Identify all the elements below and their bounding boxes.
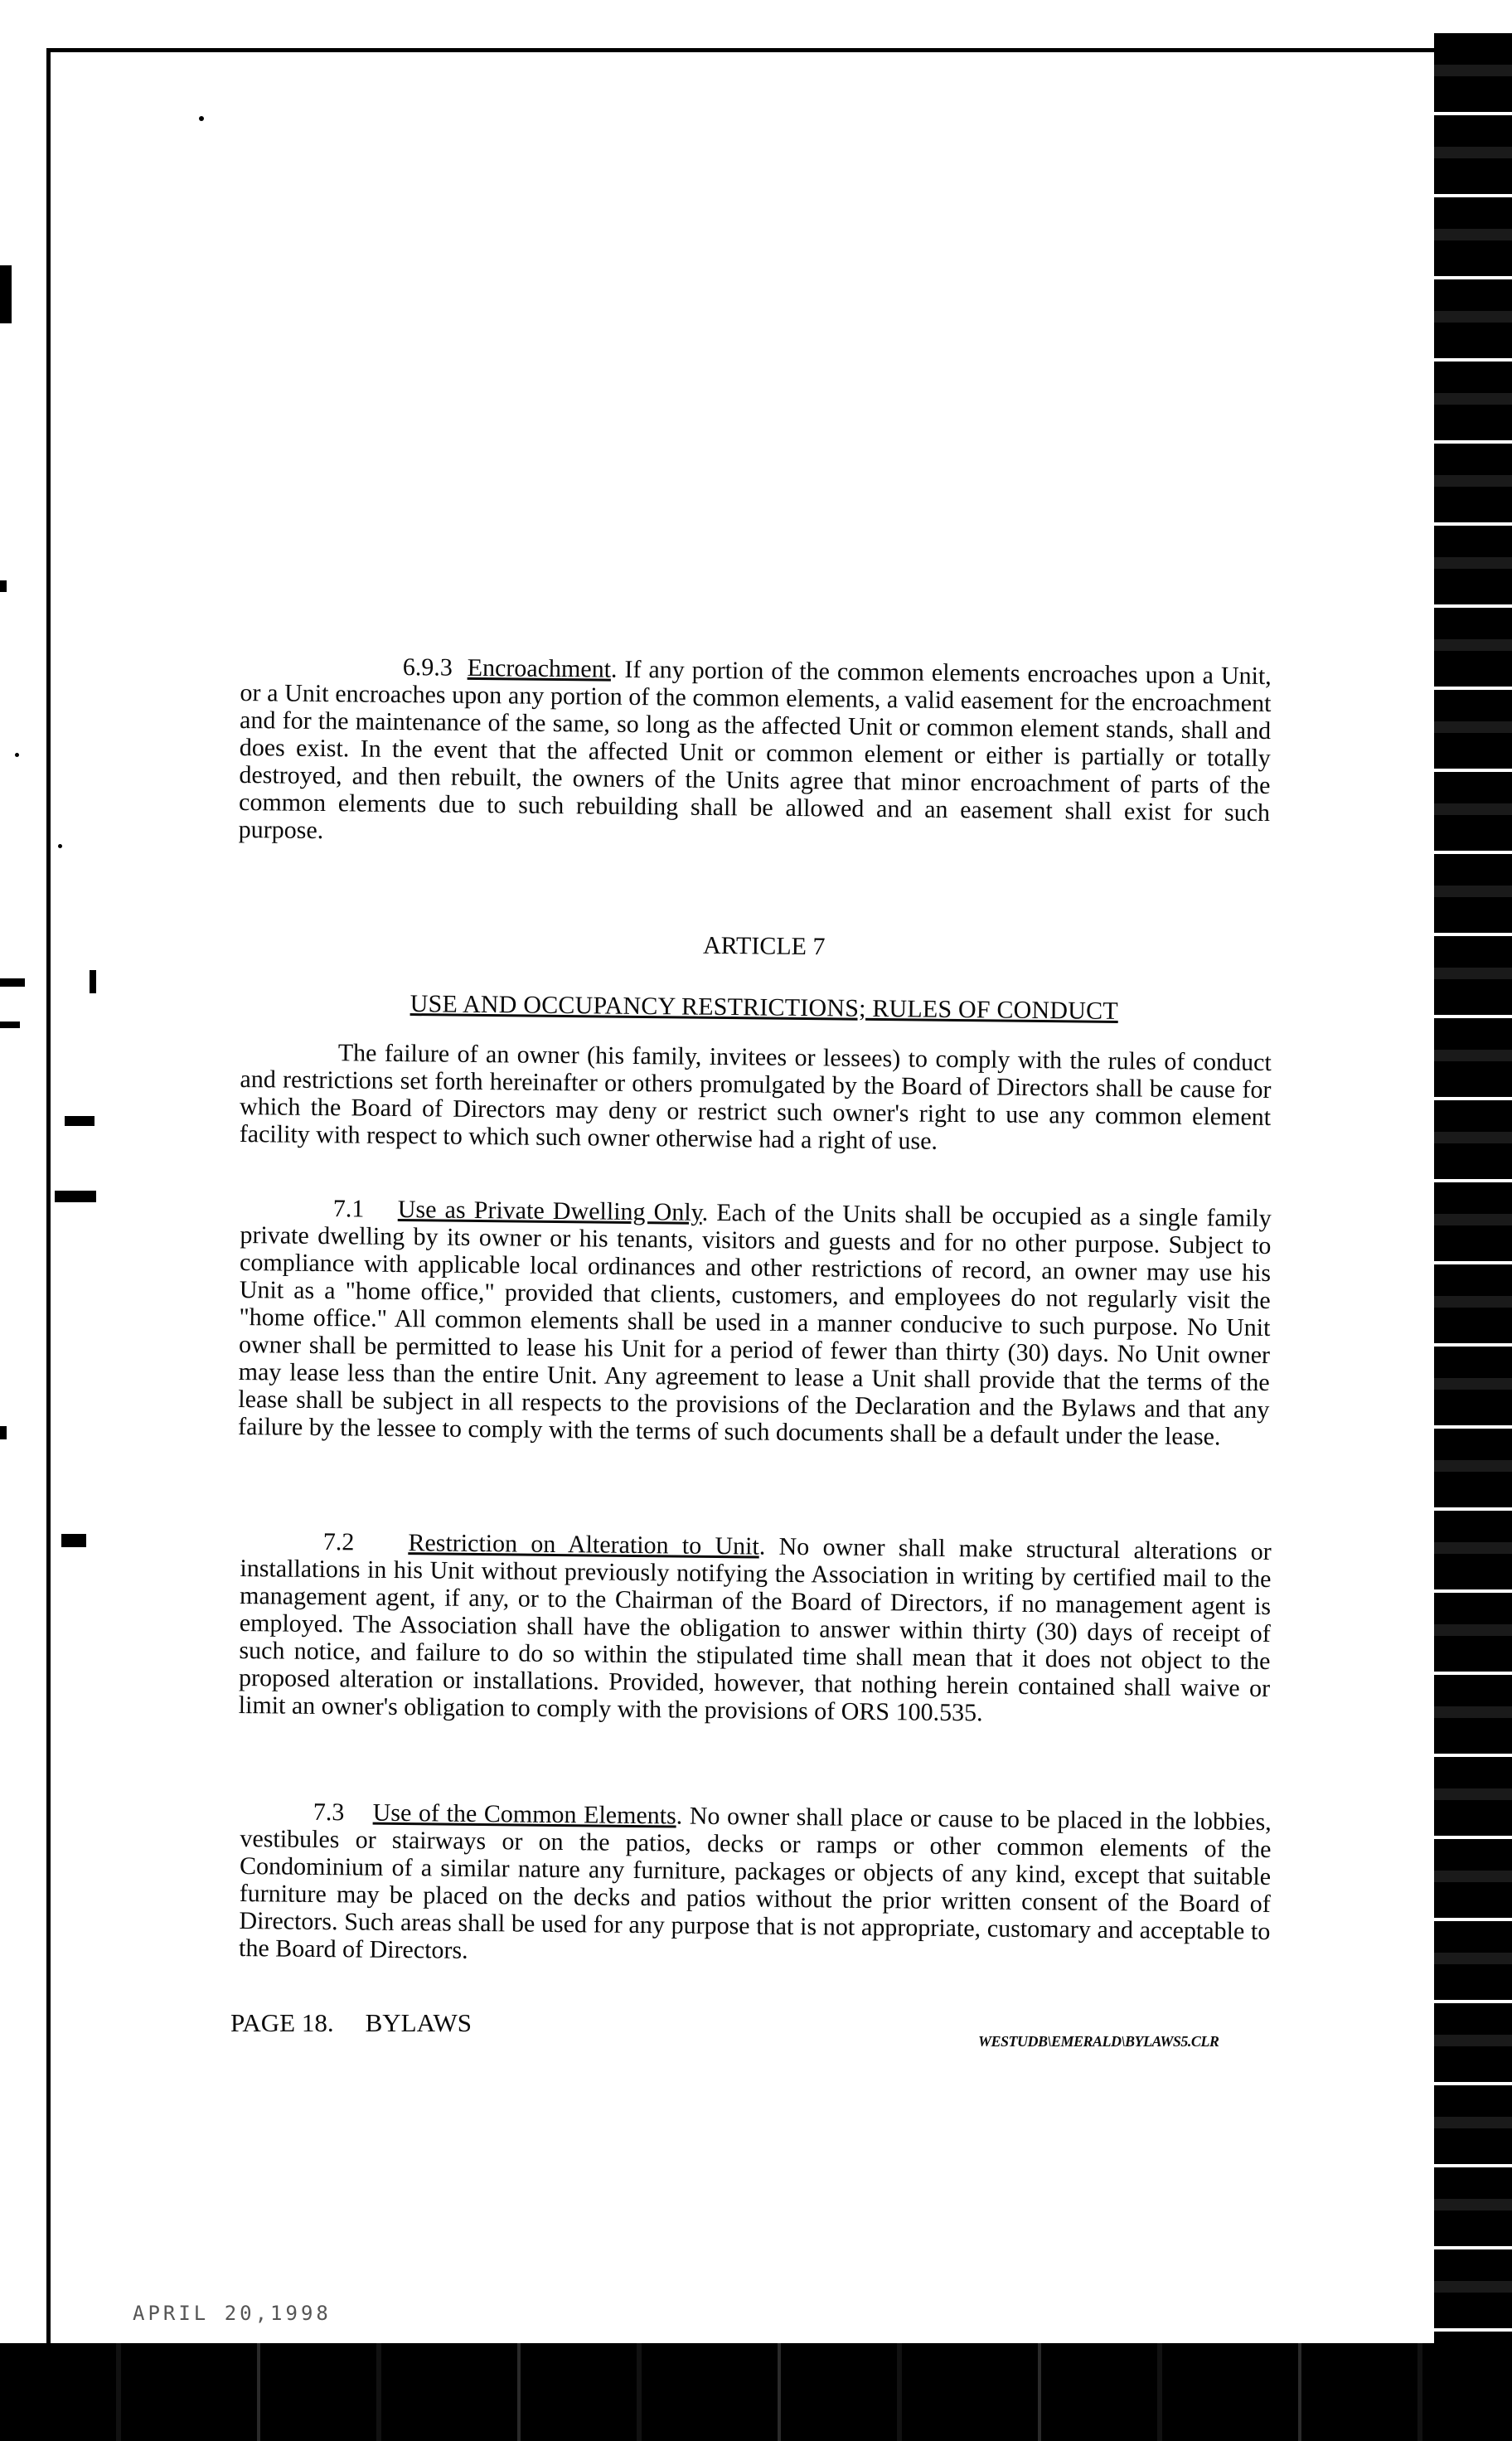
date-stamp: APRIL 20,1998 [133, 2302, 332, 2325]
scan-mark [90, 970, 96, 993]
section-body: . No owner shall make structural alterations or installations in his Unit without previously notifying the Association in writing by certified mail to the management agent, if any, or to the Chairman of the Board of Directors, if no management agent is employed. The Association shall have the obligation to answer within thirty (30) days of receipt of such notice, and failure to do so within the stipulated time shall mean that it does not object to the proposed alteration or installations. Provided, however, that nothing herein contained shall waive or limit an owner's obligation to comply with the provisions of ORS 100.535. [238, 1532, 1272, 1727]
scan-mark [61, 1534, 86, 1547]
page-number: PAGE 18. [230, 2008, 334, 2037]
scan-mark [65, 1116, 94, 1126]
page-footer [230, 2008, 503, 2038]
article-intro [240, 1038, 1272, 1158]
section-heading: Use of the Common Elements [372, 1798, 676, 1830]
article-heading: USE AND OCCUPANCY RESTRICTIONS; RULES OF CONDUCT [410, 990, 1119, 1025]
scan-speck [15, 753, 19, 757]
scan-mark [0, 1022, 20, 1028]
scan-mark [0, 580, 7, 592]
file-path: WESTUDB\EMERALD\BYLAWS5.CLR [978, 2033, 1219, 2050]
article-title: ARTICLE 7 [702, 931, 826, 961]
scan-edge-right [1434, 33, 1512, 2396]
section-heading: Restriction on Alteration to Unit [408, 1529, 760, 1560]
scan-speck [199, 116, 204, 121]
document-name: BYLAWS [365, 2008, 472, 2037]
section-body: . If any portion of the common elements encroaches upon a Unit, or a Unit encroaches upon any portion of the common elements, a valid easement for the encroachment and for the maintenance of the same, so long as the affected Unit or common element stands, shall and does exist. In the event that the affected Unit or common element or either is partially or totally destroyed, and then rebuilt, the owners of the Units agree that minor encroachment of parts of the common elements due to such rebuilding shall be allowed and an easement shall exist for such purpose. [238, 655, 1272, 845]
section-body: . Each of the Units shall be occupied as a single family private dwelling by its owner or his tenants, visitors and guests and for no other purpose. Subject to compliance with applicable local ordinances and other restrictions of record, an owner may use his Unit as a "home office," provided that clients, customers, and employees do not regularly visit the "home office." All common elements shall be used in a manner conducive to such purpose. No Unit owner shall be permitted to lease his Unit for a period of fewer than thirty (30) days. No Unit owner may lease less than the entire Unit. Any agreement to lease a Unit shall provide that the terms of the lease shall be subject in all respects to the provisions of the Declaration and the Bylaws and that any failure by the lessee to comply with the terms of such documents shall be a default under the lease. [237, 1198, 1272, 1451]
section-number: 7.2 [322, 1528, 355, 1556]
scan-mark [0, 978, 25, 987]
scan-mark [0, 1426, 7, 1439]
section-7-3 [239, 1798, 1272, 1973]
section-6-9-3 [239, 652, 1272, 854]
section-number: 6.9.3 [402, 653, 453, 682]
section-heading: Encroachment [467, 653, 612, 683]
section-body: . No owner shall place or cause to be placed in the lobbies, vestibules or stairways or on the patios, decks or ramps or other common elements of the Condominium of a similar nature any furniture, packages or objects of any kind, except that suitable furniture may be placed on the decks and patios without the prior written consent of the Board of Directors. Such areas shall be used for any purpose that is not appropriate, customary and acceptable to the Board of Directors. [238, 1802, 1272, 1964]
scan-speck [58, 844, 62, 848]
section-number: 7.1 [332, 1195, 365, 1223]
section-number: 7.3 [313, 1798, 345, 1827]
section-7-2 [239, 1527, 1272, 1730]
scan-mark [0, 265, 12, 323]
section-7-1 [238, 1194, 1272, 1451]
scan-edge-bottom [0, 2343, 1512, 2441]
intro-text: The failure of an owner (his family, invitees or lessees) to comply with the rules of conduct and restrictions set forth hereinafter or others promulgated by the Board of Directors shall be cause for which the Board of Directors may deny or restrict such owner's right to use any common element facility with respect to which such owner otherwise had a right of use. [239, 1039, 1272, 1155]
scan-mark [55, 1191, 96, 1202]
section-heading: Use as Private Dwelling Only [397, 1195, 702, 1226]
